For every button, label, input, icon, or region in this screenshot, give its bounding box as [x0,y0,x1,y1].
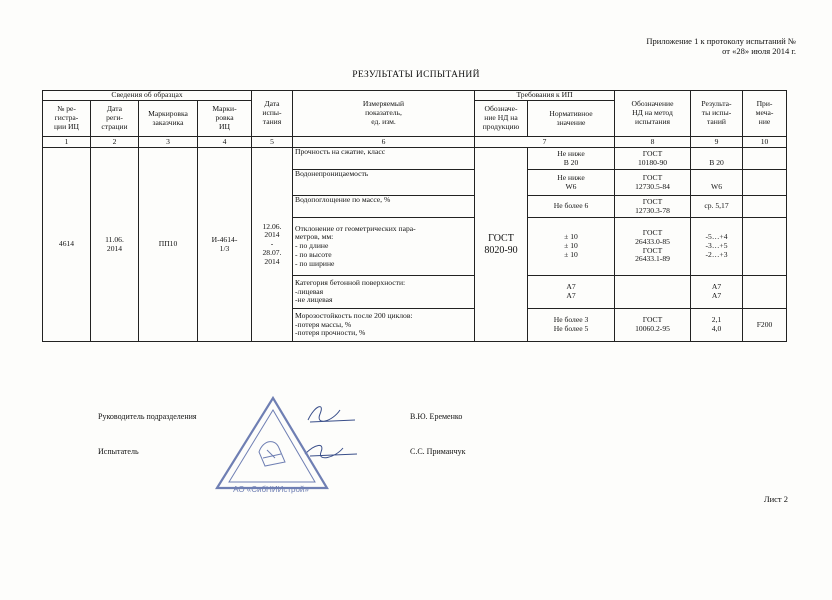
header-customer-mark: Маркировка заказчика [139,101,198,137]
note-cell [743,170,787,196]
header-method: Обозначение НД на метод испытания [615,91,691,137]
indicator-cell: Прочность на сжатие, класс [293,148,475,170]
table-row [43,148,787,170]
col-number: 3 [139,137,198,148]
header-test-date: Дата испы- тания [252,91,293,137]
header-reg-date: Дата реги- страции [91,101,139,137]
result-cell: В 20 [691,148,743,170]
result-cell: 2,1 4,0 [691,309,743,342]
note-cell [743,218,787,276]
document-title: РЕЗУЛЬТАТЫ ИСПЫТАНИЙ [352,70,480,80]
sheet-number: Лист 2 [763,494,788,504]
header-group-samples: Сведения об образцах [43,91,252,101]
header-results: Результа- ты испы- таний [691,91,743,137]
sample-test-date: 12.06. 2014 - 28.07. 2014 [252,148,293,342]
indicator-cell: Отклонение от геометрических пара- метров, мм: - по длине - по высоте - по ширине [293,218,475,276]
indicator-cell: Водопоглощение по массе, % [293,196,475,218]
norm-cell: Не более 6 [528,196,615,218]
note-cell: F200 [743,309,787,342]
triangle-stamp [205,392,335,500]
appendix-header-line1: Приложение 1 к протоколу испытаний № [646,36,796,46]
method-cell: ГОСТ 12730.3-78 [615,196,691,218]
col-number: 10 [743,137,787,148]
header-nd: Обозначе- ние НД на продукцию [475,101,528,137]
col-number: 9 [691,137,743,148]
col-number: 5 [252,137,293,148]
method-cell [615,276,691,309]
method-cell: ГОСТ 10060.2-95 [615,309,691,342]
sample-nd: ГОСТ 8020-90 [475,148,528,342]
indicator-cell: Морозостойкость после 200 циклов: -потеря массы, % -потеря прочности, % [293,309,475,342]
indicator-cell: Категория бетонной поверхности: -лицевая -не лицевая [293,276,475,309]
results-table [42,90,787,342]
col-number: 7 [475,137,615,148]
head-name: В.Ю. Еременко [410,412,463,421]
head-title: Руководитель подразделения [98,412,197,421]
col-number: 8 [615,137,691,148]
col-number: 4 [198,137,252,148]
norm-cell: Не ниже В 20 [528,148,615,170]
header-indicator: Измеряемый показатель, ед. изм. [293,91,475,137]
header-reg-no: № ре- гистра- ции ИЦ [43,101,91,137]
col-number: 2 [91,137,139,148]
norm-cell: Не ниже W6 [528,170,615,196]
sample-reg-no: 4614 [43,148,91,342]
note-cell [743,196,787,218]
norm-cell: Не более 3 Не более 5 [528,309,615,342]
method-cell: ГОСТ 26433.0-85 ГОСТ 26433.1-89 [615,218,691,276]
header-notes: При- меча- ние [743,91,787,137]
result-cell: W6 [691,170,743,196]
tester-name: С.С. Приманчук [410,447,466,456]
col-number: 1 [43,137,91,148]
norm-cell: А7 А7 [528,276,615,309]
sample-reg-date: 11.06. 2014 [91,148,139,342]
result-cell: -5…+4 -3…+5 -2…+3 [691,218,743,276]
sample-lab-mark: И-4614- 1/3 [198,148,252,342]
column-numbers-row [43,137,787,148]
stamp-text: АО «СибНИИстрой» [233,485,309,494]
col-number: 6 [293,137,475,148]
header-group-requirements: Требования к ИП [475,91,615,101]
method-cell: ГОСТ 12730.5-84 [615,170,691,196]
note-cell [743,276,787,309]
indicator-cell: Водонепроницаемость [293,170,475,196]
method-cell: ГОСТ 10180-90 [615,148,691,170]
appendix-header-line2: от «28» июля 2014 г. [722,46,796,56]
header-lab-mark: Марки- ровка ИЦ [198,101,252,137]
tester-title: Испытатель [98,447,139,456]
result-cell: А7 А7 [691,276,743,309]
result-cell: ср. 5,17 [691,196,743,218]
sample-customer-mark: ПП10 [139,148,198,342]
norm-cell: ± 10 ± 10 ± 10 [528,218,615,276]
note-cell [743,148,787,170]
header-norm: Нормативное значение [528,101,615,137]
